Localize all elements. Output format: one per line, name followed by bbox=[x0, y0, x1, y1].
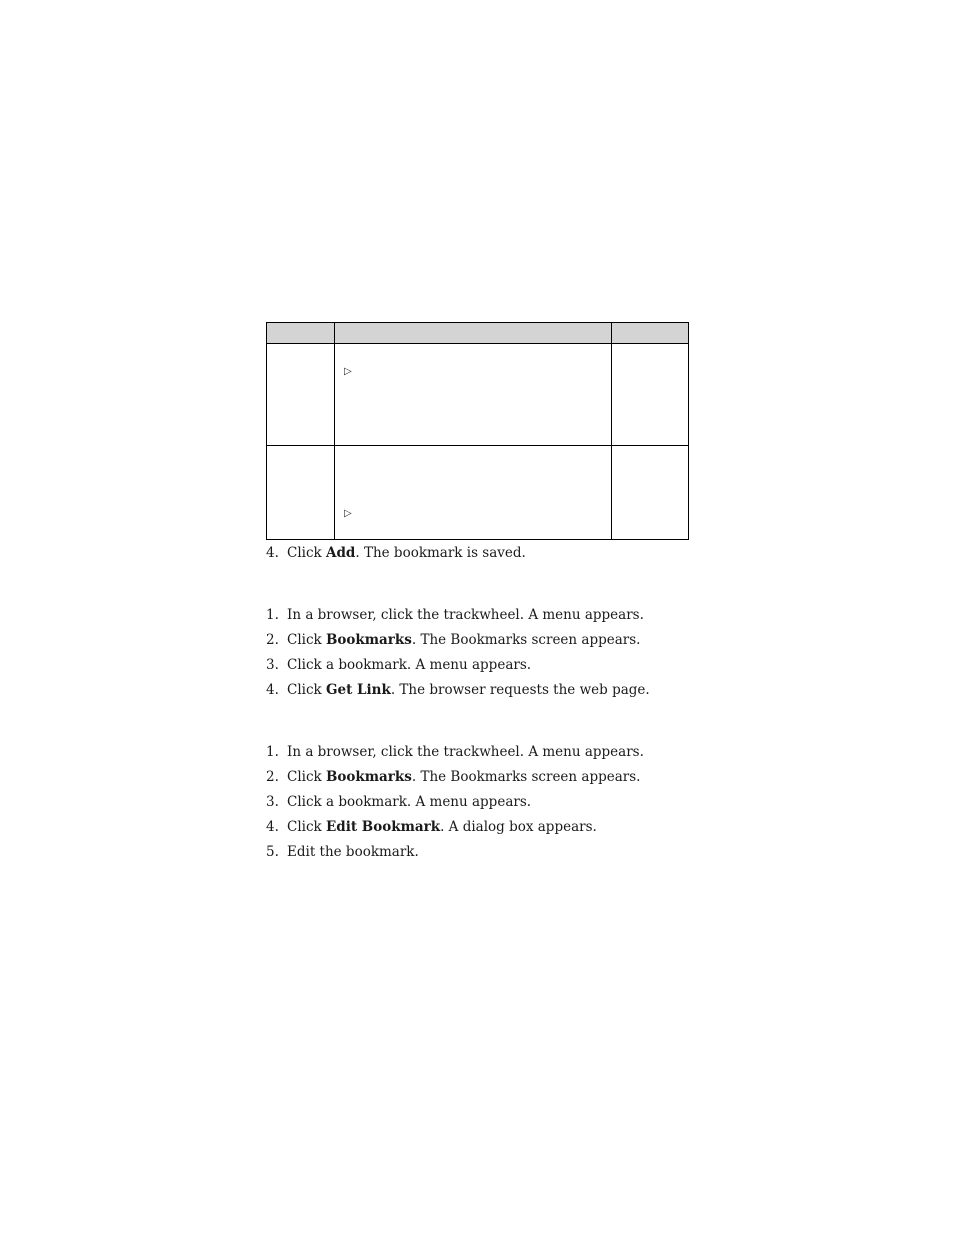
step-item bbox=[266, 603, 766, 628]
step-item bbox=[266, 740, 766, 765]
step-command: Get Link bbox=[326, 682, 391, 698]
step-text: Click a bookmark. A menu appears. bbox=[287, 657, 532, 673]
step-number: 4. bbox=[266, 545, 279, 561]
step-text: Click bbox=[287, 819, 326, 835]
step-number: 3. bbox=[266, 657, 279, 673]
step-number: 3. bbox=[266, 794, 279, 810]
step-command: Bookmarks bbox=[326, 632, 412, 648]
step-text: . The Bookmarks screen appears. bbox=[411, 632, 641, 648]
step-text: Click bbox=[287, 632, 326, 648]
step-number: 4. bbox=[266, 819, 279, 835]
triangle-bullet-icon: ▷ bbox=[344, 366, 352, 377]
step-number: 2. bbox=[266, 632, 279, 648]
step-text: Click bbox=[287, 682, 326, 698]
step-item bbox=[266, 628, 766, 653]
step-number: 1. bbox=[266, 744, 279, 760]
step-text: In a browser, click the trackwheel. A menu appears. bbox=[287, 607, 644, 623]
step-number: 2. bbox=[266, 769, 279, 785]
step-text: Edit the bookmark. bbox=[287, 844, 419, 860]
add-bookmark-steps bbox=[266, 541, 766, 566]
step-text: . The bookmark is saved. bbox=[355, 545, 526, 561]
step-item bbox=[266, 653, 766, 678]
table-column-divider bbox=[611, 323, 612, 539]
step-item bbox=[266, 678, 766, 703]
table-header-row bbox=[267, 323, 688, 344]
step-item bbox=[266, 815, 766, 840]
step-text: In a browser, click the trackwheel. A menu appears. bbox=[287, 744, 644, 760]
step-item bbox=[266, 765, 766, 790]
step-text: Click bbox=[287, 545, 326, 561]
table-column-divider bbox=[334, 323, 335, 539]
step-text: . The browser requests the web page. bbox=[390, 682, 650, 698]
step-item bbox=[266, 840, 766, 865]
step-command: Edit Bookmark bbox=[326, 819, 441, 835]
step-command: Add bbox=[326, 545, 356, 561]
open-bookmark-steps bbox=[266, 603, 766, 703]
options-table bbox=[266, 322, 689, 540]
table-row-divider bbox=[267, 445, 688, 446]
step-text: Click bbox=[287, 769, 326, 785]
step-command: Bookmarks bbox=[326, 769, 412, 785]
step-text: . The Bookmarks screen appears. bbox=[411, 769, 641, 785]
step-item bbox=[266, 541, 766, 566]
step-text: Click a bookmark. A menu appears. bbox=[287, 794, 532, 810]
step-number: 5. bbox=[266, 844, 279, 860]
edit-bookmark-steps bbox=[266, 740, 766, 865]
step-number: 4. bbox=[266, 682, 279, 698]
step-text: . A dialog box appears. bbox=[440, 819, 597, 835]
step-number: 1. bbox=[266, 607, 279, 623]
step-item bbox=[266, 790, 766, 815]
triangle-bullet-icon: ▷ bbox=[344, 508, 352, 519]
